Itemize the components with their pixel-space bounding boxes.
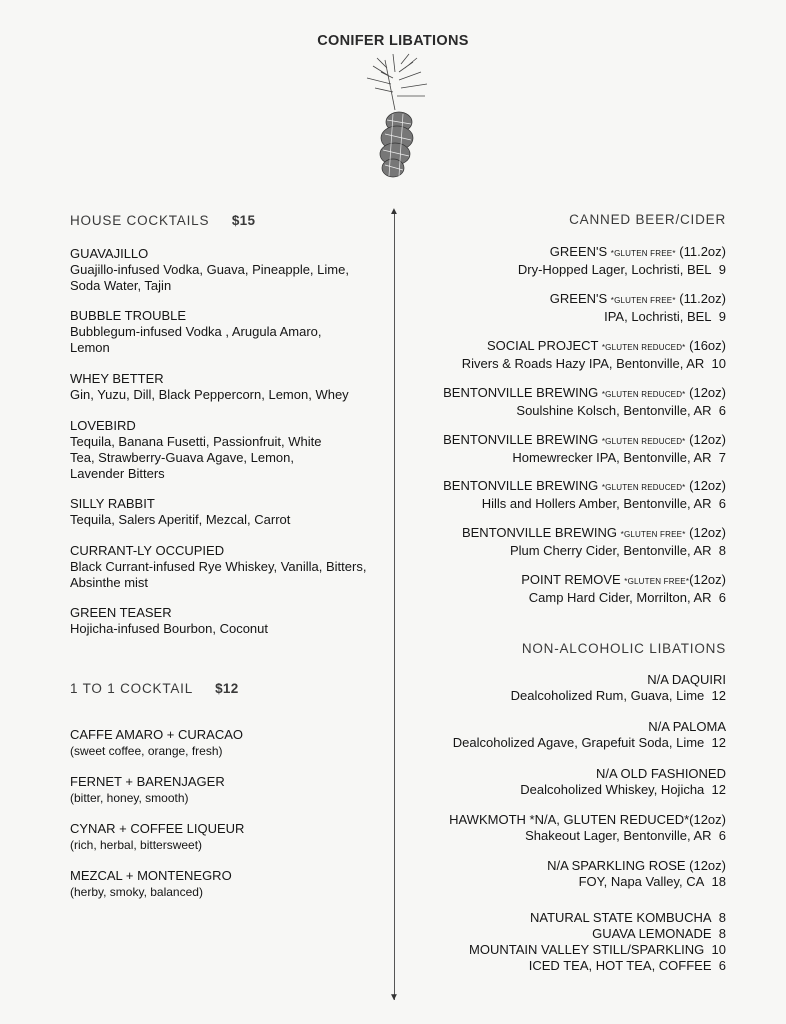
cocktail-item bbox=[70, 308, 380, 356]
beer-name: BENTONVILLE BREWING bbox=[461, 525, 618, 540]
cocktail-desc: Black Currant-infused Rye Whiskey, Vanilla, Bitters, bbox=[70, 559, 367, 574]
na-price: 12 bbox=[711, 688, 726, 703]
na-simple-name: NATURAL STATE KOMBUCHA bbox=[529, 910, 712, 925]
beer-desc: IPA, Lochristi, BEL bbox=[604, 309, 712, 324]
cocktail-desc: Guajillo-infused Vodka, Guava, Pineapple, Lime, bbox=[70, 262, 349, 277]
beer-size: (12oz) bbox=[689, 385, 726, 400]
na-simple-item bbox=[396, 926, 726, 942]
beer-size: (12oz) bbox=[689, 525, 726, 540]
one-to-one-desc: (rich, herbal, bittersweet) bbox=[70, 838, 203, 852]
cocktail-desc: Absinthe mist bbox=[70, 575, 149, 590]
na-desc: FOY, Napa Valley, CA bbox=[578, 874, 705, 889]
beer-tag: *GLUTEN FREE* bbox=[624, 577, 690, 586]
one-to-one-heading bbox=[70, 681, 380, 697]
beer-name: BENTONVILLE BREWING bbox=[443, 478, 599, 493]
beer-item bbox=[396, 432, 726, 466]
beer-item bbox=[396, 385, 726, 419]
beer-price: 9 bbox=[718, 309, 726, 324]
beer-item bbox=[396, 525, 726, 559]
beer-price: 9 bbox=[718, 262, 726, 277]
beer-price: 8 bbox=[718, 543, 726, 558]
cocktail-item bbox=[70, 371, 380, 403]
na-price: 12 bbox=[711, 782, 726, 797]
beer-size: (11.2oz) bbox=[679, 244, 726, 259]
na-item bbox=[396, 672, 726, 704]
cocktail-name: WHEY BETTER bbox=[70, 371, 164, 386]
cocktail-name: GREEN TEASER bbox=[70, 605, 172, 620]
na-item bbox=[396, 812, 726, 844]
beer-tag: *GLUTEN REDUCED* bbox=[601, 343, 686, 352]
beer-price: 10 bbox=[711, 356, 726, 371]
na-simple-name: GUAVA LEMONADE bbox=[592, 926, 712, 941]
one-to-one-item bbox=[70, 774, 380, 806]
na-name: HAWKMOTH *N/A, GLUTEN REDUCED*(12oz) bbox=[449, 812, 726, 827]
beer-name: GREEN'S bbox=[549, 291, 608, 306]
na-simple-list bbox=[396, 910, 726, 974]
house-cocktails-price: $15 bbox=[231, 213, 256, 228]
na-simple-item bbox=[396, 942, 726, 958]
beer-desc: Hills and Hollers Amber, Bentonville, AR bbox=[481, 496, 712, 511]
cocktail-name: LOVEBIRD bbox=[70, 418, 136, 433]
na-item bbox=[396, 766, 726, 798]
na-desc: Dealcoholized Agave, Grapefuit Soda, Lime bbox=[452, 735, 705, 750]
cocktail-desc: Bubblegum-infused Vodka , Arugula Amaro, bbox=[70, 324, 322, 339]
cocktail-name: BUBBLE TROUBLE bbox=[70, 308, 187, 323]
na-item bbox=[396, 858, 726, 890]
beer-tag: *GLUTEN REDUCED* bbox=[601, 390, 686, 399]
one-to-one-name: CYNAR + COFFEE LIQUEUR bbox=[70, 821, 245, 836]
beer-price: 6 bbox=[718, 496, 726, 511]
na-simple-item bbox=[396, 910, 726, 926]
one-to-one-name: FERNET + BARENJAGER bbox=[70, 774, 225, 789]
beer-size: (16oz) bbox=[689, 338, 726, 353]
non-alcoholic-heading: NON-ALCOHOLIC LIBATIONS bbox=[521, 641, 726, 656]
beer-name: POINT REMOVE bbox=[521, 572, 621, 587]
na-simple-price: 10 bbox=[711, 942, 726, 957]
one-to-one-title: 1 TO 1 COCKTAIL bbox=[70, 681, 193, 696]
beer-item bbox=[396, 338, 726, 372]
beer-desc: Dry-Hopped Lager, Lochristi, BEL bbox=[517, 262, 712, 277]
na-name: N/A OLD FASHIONED bbox=[595, 766, 726, 781]
cocktail-item bbox=[70, 543, 380, 591]
canned-heading: CANNED BEER/CIDER bbox=[569, 212, 726, 227]
cocktail-desc: Tequila, Banana Fusetti, Passionfruit, White bbox=[70, 434, 322, 449]
column-divider bbox=[394, 212, 395, 1000]
na-simple-price: 8 bbox=[718, 910, 726, 925]
na-simple-name: MOUNTAIN VALLEY STILL/SPARKLING bbox=[469, 942, 705, 957]
na-desc: Dealcoholized Whiskey, Hojicha bbox=[520, 782, 705, 797]
cocktail-item bbox=[70, 418, 380, 482]
arrow-down-icon: ▼ bbox=[389, 992, 399, 1003]
na-simple-item bbox=[396, 958, 726, 974]
cocktail-desc: Soda Water, Tajin bbox=[70, 278, 172, 293]
na-simple-price: 8 bbox=[718, 926, 726, 941]
cocktail-desc: Gin, Yuzu, Dill, Black Peppercorn, Lemon, Whey bbox=[70, 387, 349, 402]
menu-title: CONIFER LIBATIONS bbox=[317, 33, 469, 49]
na-name: N/A PALOMA bbox=[648, 719, 726, 734]
na-simple-price: 6 bbox=[718, 958, 726, 973]
one-to-one-name: CAFFE AMARO + CURACAO bbox=[70, 727, 243, 742]
beer-tag: *GLUTEN FREE* bbox=[610, 249, 676, 258]
cocktail-desc: Hojicha-infused Bourbon, Coconut bbox=[70, 621, 269, 636]
beer-desc: Homewrecker IPA, Bentonville, AR bbox=[512, 450, 712, 465]
cocktail-desc: Lemon bbox=[70, 340, 110, 355]
beer-size: (12oz) bbox=[689, 572, 726, 587]
cocktail-desc: Tea, Strawberry-Guava Agave, Lemon, bbox=[70, 450, 295, 465]
beer-price: 7 bbox=[718, 450, 726, 465]
cocktail-name: SILLY RABBIT bbox=[70, 496, 155, 511]
one-to-one-item bbox=[70, 821, 380, 853]
one-to-one-desc: (herby, smoky, balanced) bbox=[70, 885, 203, 899]
beer-name: BENTONVILLE BREWING bbox=[443, 385, 599, 400]
beer-name: BENTONVILLE BREWING bbox=[443, 432, 599, 447]
na-price: 18 bbox=[711, 874, 726, 889]
na-simple-name: ICED TEA, HOT TEA, COFFEE bbox=[528, 958, 712, 973]
beer-size: (12oz) bbox=[689, 432, 726, 447]
beer-tag: *GLUTEN REDUCED* bbox=[601, 483, 686, 492]
beer-size: (11.2oz) bbox=[679, 291, 726, 306]
beer-tag: *GLUTEN FREE* bbox=[610, 296, 676, 305]
house-cocktails-heading bbox=[70, 213, 380, 229]
one-to-one-item bbox=[70, 868, 380, 900]
house-cocktails-title: HOUSE COCKTAILS bbox=[70, 213, 210, 228]
beer-price: 6 bbox=[718, 403, 726, 418]
na-name: N/A DAQUIRI bbox=[647, 672, 726, 687]
beer-price: 6 bbox=[718, 590, 726, 605]
na-desc: Dealcoholized Rum, Guava, Lime bbox=[510, 688, 705, 703]
arrow-up-icon: ▲ bbox=[389, 206, 399, 217]
cocktail-desc: Tequila, Salers Aperitif, Mezcal, Carrot bbox=[70, 512, 291, 527]
one-to-one-desc: (bitter, honey, smooth) bbox=[70, 791, 189, 805]
beer-desc: Plum Cherry Cider, Bentonville, AR bbox=[509, 543, 712, 558]
cocktail-desc: Lavender Bitters bbox=[70, 466, 165, 481]
na-desc: Shakeout Lager, Bentonville, AR bbox=[525, 828, 712, 843]
one-to-one-item bbox=[70, 727, 380, 759]
cocktail-item bbox=[70, 246, 380, 294]
na-price: 6 bbox=[718, 828, 726, 843]
beer-desc: Rivers & Roads Hazy IPA, Bentonville, AR bbox=[461, 356, 705, 371]
beer-size: (12oz) bbox=[689, 478, 726, 493]
beer-desc: Camp Hard Cider, Morrilton, AR bbox=[528, 590, 712, 605]
cocktail-name: GUAVAJILLO bbox=[70, 246, 149, 261]
pine-cone-icon bbox=[355, 50, 435, 185]
beer-item bbox=[396, 244, 726, 278]
na-price: 12 bbox=[711, 735, 726, 750]
beer-desc: Soulshine Kolsch, Bentonville, AR bbox=[516, 403, 712, 418]
beer-name: SOCIAL PROJECT bbox=[486, 338, 599, 353]
na-item bbox=[396, 719, 726, 751]
beer-name: GREEN'S bbox=[549, 244, 608, 259]
na-name: N/A SPARKLING ROSE (12oz) bbox=[547, 858, 726, 873]
cocktail-name: CURRANT-LY OCCUPIED bbox=[70, 543, 225, 558]
one-to-one-price: $12 bbox=[215, 681, 239, 696]
cocktail-item bbox=[70, 496, 380, 528]
beer-item bbox=[396, 291, 726, 325]
one-to-one-name: MEZCAL + MONTENEGRO bbox=[70, 868, 232, 883]
beer-item bbox=[396, 478, 726, 512]
one-to-one-desc: (sweet coffee, orange, fresh) bbox=[70, 744, 223, 758]
cocktail-item bbox=[70, 605, 380, 637]
beer-tag: *GLUTEN REDUCED* bbox=[601, 437, 686, 446]
beer-item bbox=[396, 572, 726, 606]
beer-tag: *GLUTEN FREE* bbox=[620, 530, 686, 539]
